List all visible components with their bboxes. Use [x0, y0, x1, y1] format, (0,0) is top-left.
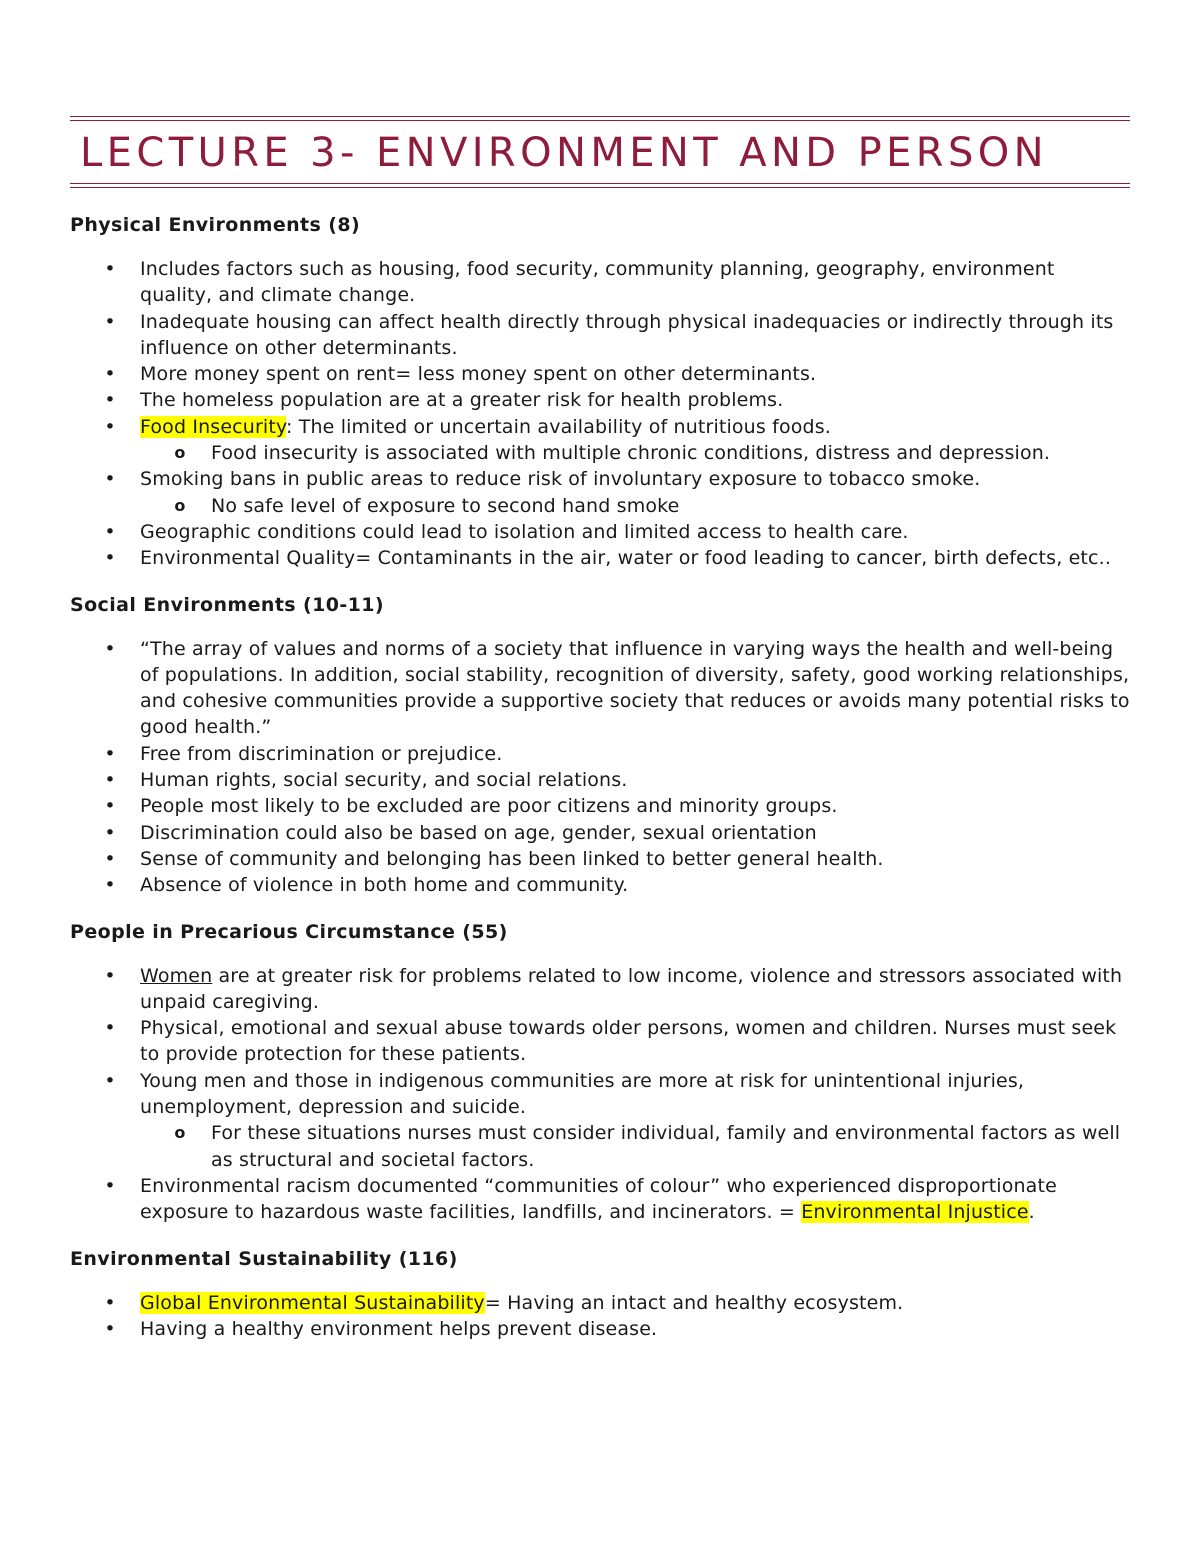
list-item: • Women are at greater risk for problems related to low income, violence and stressors associated with unpaid caregiving. [104, 964, 1123, 1013]
list-item: • Global Environmental Sustainability= Having an intact and healthy ecosystem. [70, 1290, 1130, 1316]
title-bottom-rule [70, 183, 1130, 188]
bullet-icon: • [104, 742, 116, 765]
bullet-icon: • [104, 769, 116, 792]
section-heading: Physical Environments (8) [70, 214, 361, 236]
sub-bullet-icon: o [174, 443, 186, 463]
section-social-environments [70, 592, 1130, 899]
list-item: • Smoking bans in public areas to reduce risk of involuntary exposure to tobacco smoke. [70, 466, 1130, 492]
list-item: • Physical, emotional and sexual abuse towards older persons, women and children. Nurses must seek to provide protection for these patients. [104, 1017, 1117, 1066]
bullet-icon: • [104, 1317, 116, 1340]
bullet-icon: • [104, 415, 116, 438]
section-heading: People in Precarious Circumstance (55) [70, 920, 508, 943]
bullet-icon: • [104, 547, 116, 570]
bullet-icon: • [104, 363, 116, 386]
list-item: • More money spent on rent= less money spent on other determinants. [70, 361, 1130, 387]
sub-list-item: o No safe level of exposure to second hand smoke [70, 493, 1130, 519]
bullet-icon: • [104, 520, 116, 543]
bullet-icon: • [104, 310, 116, 333]
section-heading: Environmental Sustainability (116) [70, 1247, 458, 1270]
list-item: • Discrimination could also be based on age, gender, sexual orientation [70, 820, 1130, 846]
list-item: • Human rights, social security, and social relations. [70, 767, 1130, 793]
list-item: • Having a healthy environment helps prevent disease. [70, 1316, 1130, 1342]
list-item: • Environmental Quality= Contaminants in the air, water or food leading to cancer, birth defects, etc.. [70, 545, 1130, 571]
list-item: • Sense of community and belonging has been linked to better general health. [70, 846, 1130, 872]
section-precarious-circumstance [70, 919, 1130, 1226]
list-item: • Food Insecurity: The limited or uncertain availability of nutritious foods. [70, 414, 1130, 440]
highlighted-term: Food Insecurity [140, 415, 286, 438]
highlighted-term: Environmental Injustice [801, 1201, 1029, 1224]
list-item: • Absence of violence in both home and community. [70, 872, 1130, 898]
section-environmental-sustainability [70, 1246, 1130, 1343]
bullet-icon: • [104, 1291, 116, 1314]
sub-bullet-icon: o [174, 495, 186, 515]
bullet-list [70, 256, 1130, 572]
document-body [70, 212, 1130, 1362]
page-title: LECTURE 3- ENVIRONMENT AND PERSON [80, 130, 1048, 176]
highlighted-term: Global Environmental Sustainability [140, 1291, 485, 1314]
list-item: • Free from discrimination or prejudice. [70, 741, 1130, 767]
list-item: • The homeless population are at a greater risk for health problems. [70, 387, 1130, 413]
bullet-icon: • [104, 1017, 116, 1040]
section-physical-environments [70, 212, 1130, 572]
bullet-icon: • [104, 847, 116, 870]
bullet-icon: • [104, 389, 116, 412]
bullet-icon: • [104, 1069, 116, 1092]
section-heading: Social Environments (10-11) [70, 593, 384, 616]
list-item: • “The array of values and norms of a society that influence in varying ways the health and well-being of populations. In addition, social stability, recognition of diversity, safety, good working relationships, and cohesive communities provide a supportive society that reduces or avoids many potential risks to good health.” [104, 637, 1130, 739]
bullet-list [70, 963, 1130, 1226]
sub-bullet-icon: o [174, 1123, 186, 1143]
underlined-term: Women [140, 964, 213, 987]
list-item: • Geographic conditions could lead to isolation and limited access to health care. [70, 519, 1130, 545]
list-item: • Inadequate housing can affect health directly through physical inadequacies or indirectly through its influence on other determinants. [104, 310, 1114, 359]
bullet-icon: • [104, 795, 116, 818]
bullet-list [70, 1290, 1130, 1343]
title-block [70, 116, 1130, 188]
bullet-icon: • [104, 637, 116, 660]
bullet-icon: • [104, 874, 116, 897]
sub-list-item: o For these situations nurses must consider individual, family and environmental factors as well as structural and societal factors. [174, 1122, 1121, 1171]
bullet-icon: • [104, 258, 116, 280]
list-item: • Young men and those in indigenous communities are more at risk for unintentional injuries, unemployment, depression and suicide. [104, 1069, 1025, 1119]
list-item: • Includes factors such as housing, food security, community planning, geography, environment quality, and climate change. [104, 258, 1055, 307]
bullet-list [70, 636, 1130, 899]
sub-list-item: o Food insecurity is associated with multiple chronic conditions, distress and depression. [70, 440, 1130, 466]
list-item: • Environmental racism documented “communities of colour” who experienced disproportionate exposure to hazardous waste facilities, landfills, and incinerators. = Environmental Injustice. [104, 1174, 1057, 1224]
list-item: • People most likely to be excluded are poor citizens and minority groups. [70, 793, 1130, 819]
bullet-icon: • [104, 1174, 116, 1197]
bullet-icon: • [104, 964, 116, 987]
bullet-icon: • [104, 821, 116, 844]
bullet-icon: • [104, 468, 116, 491]
